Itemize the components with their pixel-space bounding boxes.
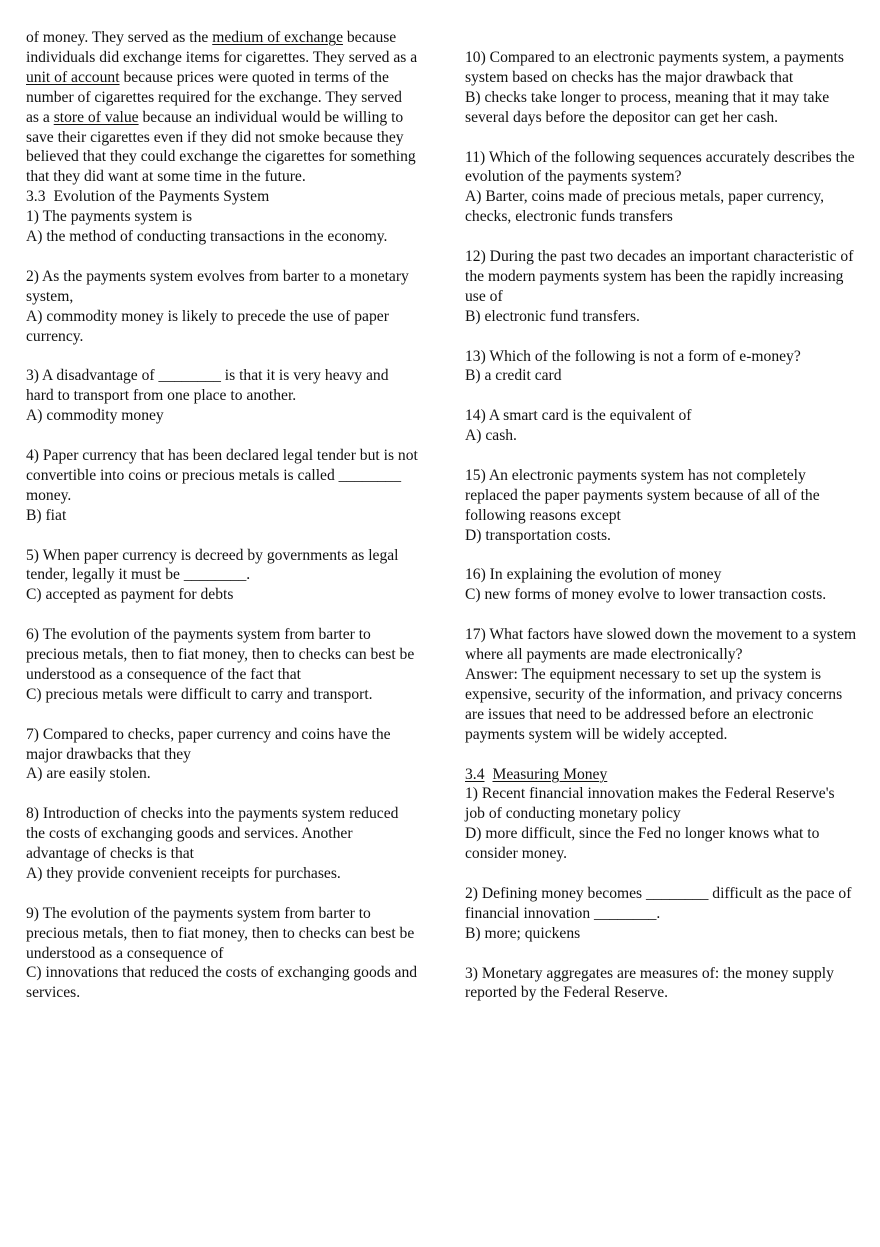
question-item (465, 347, 857, 387)
question-item (465, 406, 857, 446)
question-text: 13) Which of the following is not a form of e-money? (465, 347, 801, 365)
question-text: 3) A disadvantage of ________ is that it is very heavy and hard to transport from one place to another. (26, 367, 389, 405)
answer-text: A) cash. (465, 427, 517, 445)
answer-text: Answer: The equipment necessary to set up the system is expensive, security of the information, and privacy concerns are issues that need to be addressed before an electronic payments system will be widely accepted. (465, 665, 843, 743)
section-3-3 (26, 187, 418, 1003)
question-text: 14) A smart card is the equivalent of (465, 407, 692, 425)
question-item (465, 884, 857, 944)
question-item (26, 546, 418, 606)
term-unit-of-account: unit of account (26, 68, 120, 86)
intro-text-2: because individuals did exchange items for cigarettes. They served as a (26, 29, 418, 66)
intro-paragraph (26, 28, 418, 187)
question-text: 2) As the payments system evolves from barter to a monetary system, (26, 267, 409, 305)
section-heading (465, 765, 857, 785)
question-item (26, 804, 418, 884)
section-title: Evolution of the Payments System (53, 188, 270, 206)
left-column (26, 28, 418, 1023)
question-text: 7) Compared to checks, paper currency and coins have the major drawbacks that they (26, 725, 391, 763)
answer-text: B) a credit card (465, 367, 562, 385)
question-text: 1) The payments system is (26, 208, 193, 226)
question-item (26, 446, 418, 526)
answer-text: A) are easily stolen. (26, 765, 151, 783)
question-text: 15) An electronic payments system has not completely replaced the paper payments system because of all of the following reasons except (465, 466, 820, 524)
answer-text: A) they provide convenient receipts for purchases. (26, 864, 341, 882)
answer-text: C) new forms of money evolve to lower transaction costs. (465, 586, 827, 604)
question-text: 16) In explaining the evolution of money (465, 566, 722, 584)
intro-text-3: because prices were quoted in terms of the number of cigarettes required for the exchange. They served as a (26, 68, 402, 126)
question-text: 5) When paper currency is decreed by governments as legal tender, legally it must be ________. (26, 546, 399, 584)
question-item (26, 207, 418, 247)
question-text: 10) Compared to an electronic payments system, a payments system based on checks has the major drawback that (465, 49, 844, 86)
question-item (465, 565, 857, 605)
question-item (26, 267, 418, 347)
question-item (26, 904, 418, 1004)
answer-text: D) more difficult, since the Fed no longer knows what to consider money. (465, 825, 820, 863)
answer-text: C) innovations that reduced the costs of exchanging goods and services. (26, 964, 418, 1002)
question-text: 1) Recent financial innovation makes the Federal Reserve's job of conducting monetary policy (465, 785, 835, 823)
question-text: 8) Introduction of checks into the payments system reduced the costs of exchanging goods and services. Another advantage of checks is that (26, 805, 399, 863)
intro-text-4: because an individual would be willing to save their cigarettes even if they did not smoke because they believed that they could exchange the cigarettes for something that they did want at some time in the future. (26, 108, 416, 186)
question-text: 3) Monetary aggregates are measures of: the money supply reported by the Federal Reserve. (465, 964, 834, 1002)
right-column (465, 48, 857, 1023)
question-item (465, 148, 857, 228)
answer-text: B) more; quickens (465, 924, 581, 942)
answer-text: A) commodity money is likely to precede the use of paper currency. (26, 307, 389, 345)
question-text: 6) The evolution of the payments system from barter to precious metals, then to fiat money, then to checks can best be understood as a consequence of the fact that (26, 626, 415, 683)
question-text: 11) Which of the following sequences accurately describes the evolution of the payments system? (465, 148, 855, 186)
question-item (26, 366, 418, 426)
term-medium-of-exchange: medium of exchange (212, 29, 343, 46)
question-text: 2) Defining money becomes ________ difficult as the pace of financial innovation ________. (465, 884, 852, 922)
section-number: 3.3 (26, 188, 46, 206)
question-item (465, 48, 857, 128)
question-item (465, 625, 857, 744)
question-text: 9) The evolution of the payments system from barter to precious metals, then to fiat money, then to checks can best be understood as a consequence of (26, 904, 415, 962)
answer-text: A) Barter, coins made of precious metals, paper currency, checks, electronic funds transfers (465, 188, 825, 226)
question-text: 12) During the past two decades an important characteristic of the modern payments system has been the rapidly increasing use of (465, 248, 854, 305)
section-3-4 (465, 765, 857, 1004)
question-item (26, 725, 418, 785)
section-title: Measuring Money (492, 765, 608, 783)
section-heading (26, 187, 418, 207)
answer-text: B) fiat (26, 506, 67, 524)
question-item (465, 466, 857, 546)
answer-text: C) precious metals were difficult to carry and transport. (26, 685, 373, 703)
question-text: 4) Paper currency that has been declared legal tender but is not convertible into coins or precious metals is called ________ money. (26, 446, 418, 504)
question-item (26, 625, 418, 705)
answer-text: B) electronic fund transfers. (465, 307, 640, 325)
question-item (465, 247, 857, 327)
question-item (465, 964, 857, 1004)
answer-text: A) commodity money (26, 407, 164, 425)
answer-text: C) accepted as payment for debts (26, 586, 234, 604)
answer-text: D) transportation costs. (465, 526, 611, 544)
answer-text: A) the method of conducting transactions in the economy. (26, 228, 388, 246)
term-store-of-value: store of value (53, 108, 139, 126)
intro-text-1: of money. They served as the (26, 29, 213, 46)
question-item (465, 784, 857, 864)
answer-text: B) checks take longer to process, meaning that it may take several days before the depositor can get her cash. (465, 88, 830, 126)
section-number: 3.4 (465, 765, 485, 783)
question-text: 17) What factors have slowed down the movement to a system where all payments are made electronically? (465, 626, 857, 664)
